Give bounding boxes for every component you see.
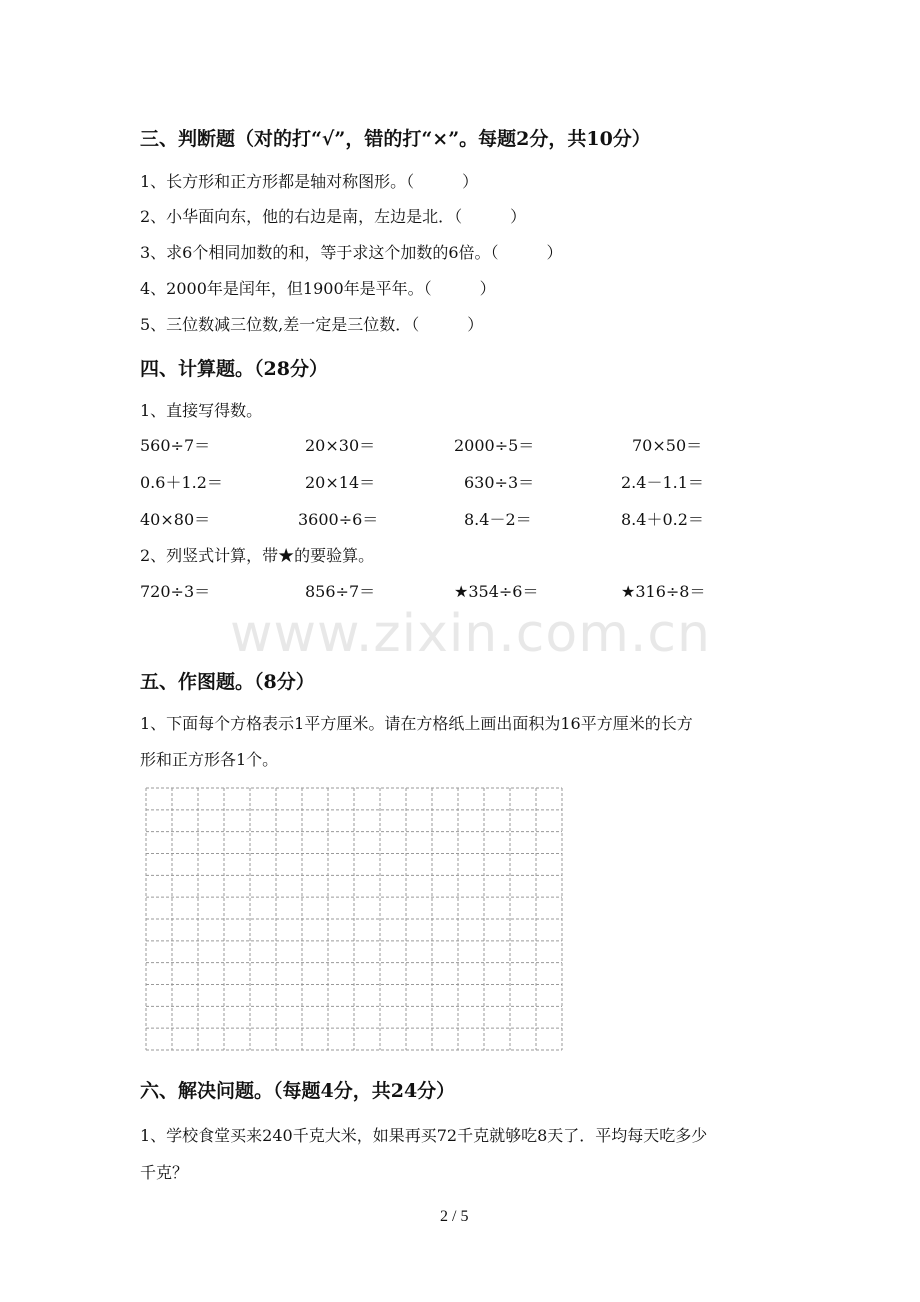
calc-r1-c3: 2000÷5＝ — [454, 436, 535, 455]
calc-r3-c3: 8.4－2＝ — [464, 510, 532, 529]
section5-title: 五、作图题。（8分） — [140, 671, 315, 693]
calc-r3-c2: 3600÷6＝ — [298, 510, 379, 529]
drawing-question-line1: 1、下面每个方格表示1平方厘米。请在方格纸上画出面积为16平方厘米的长方 — [140, 714, 693, 733]
judge-item-1: 1、长方形和正方形都是轴对称图形。（ ） — [140, 172, 479, 191]
square-grid-paper[interactable] — [145, 787, 563, 1051]
calc-r3-c1: 40×80＝ — [140, 510, 211, 529]
section3-title: 三、判断题（对的打“√”，错的打“×”。每题2分，共10分） — [140, 128, 651, 150]
calc-sub2: 2、列竖式计算，带★的要验算。 — [140, 546, 375, 565]
calc-r2-c1: 0.6＋1.2＝ — [140, 473, 223, 492]
calc-r1-c1: 560÷7＝ — [140, 436, 211, 455]
watermark: www.zixin.com.cn — [230, 604, 711, 664]
calc-r2-c2: 20×14＝ — [305, 473, 376, 492]
calc-sub1: 1、直接写得数。 — [140, 401, 263, 420]
calc-r2-c3: 630÷3＝ — [464, 473, 535, 492]
vertical-calc-3: ★354÷6＝ — [454, 582, 539, 601]
judge-item-4: 4、2000年是闰年，但1900年是平年。（ ） — [140, 279, 496, 298]
problem-1-line1: 1、学校食堂买来240千克大米，如果再买72千克就够吃8天了．平均每天吃多少 — [140, 1126, 708, 1145]
calc-r3-c4: 8.4＋0.2＝ — [621, 510, 704, 529]
judge-item-5: 5、三位数减三位数,差一定是三位数．（ ） — [140, 315, 484, 334]
drawing-question-line2: 形和正方形各1个。 — [140, 750, 279, 769]
calc-r1-c4: 70×50＝ — [632, 436, 703, 455]
judge-item-3: 3、求6个相同加数的和，等于求这个加数的6倍。（ ） — [140, 243, 563, 262]
calc-r2-c4: 2.4－1.1＝ — [621, 473, 704, 492]
section6-title: 六、解决问题。（每题4分，共24分） — [140, 1080, 456, 1102]
page-number: 2 / 5 — [440, 1208, 469, 1225]
judge-item-2: 2、小华面向东，他的右边是南，左边是北．（ ） — [140, 207, 527, 226]
calc-r1-c2: 20×30＝ — [305, 436, 376, 455]
vertical-calc-4: ★316÷8＝ — [621, 582, 706, 601]
vertical-calc-1: 720÷3＝ — [140, 582, 211, 601]
section4-title: 四、计算题。（28分） — [140, 358, 328, 380]
vertical-calc-2: 856÷7＝ — [305, 582, 376, 601]
problem-1-line2: 千克？ — [140, 1163, 189, 1182]
